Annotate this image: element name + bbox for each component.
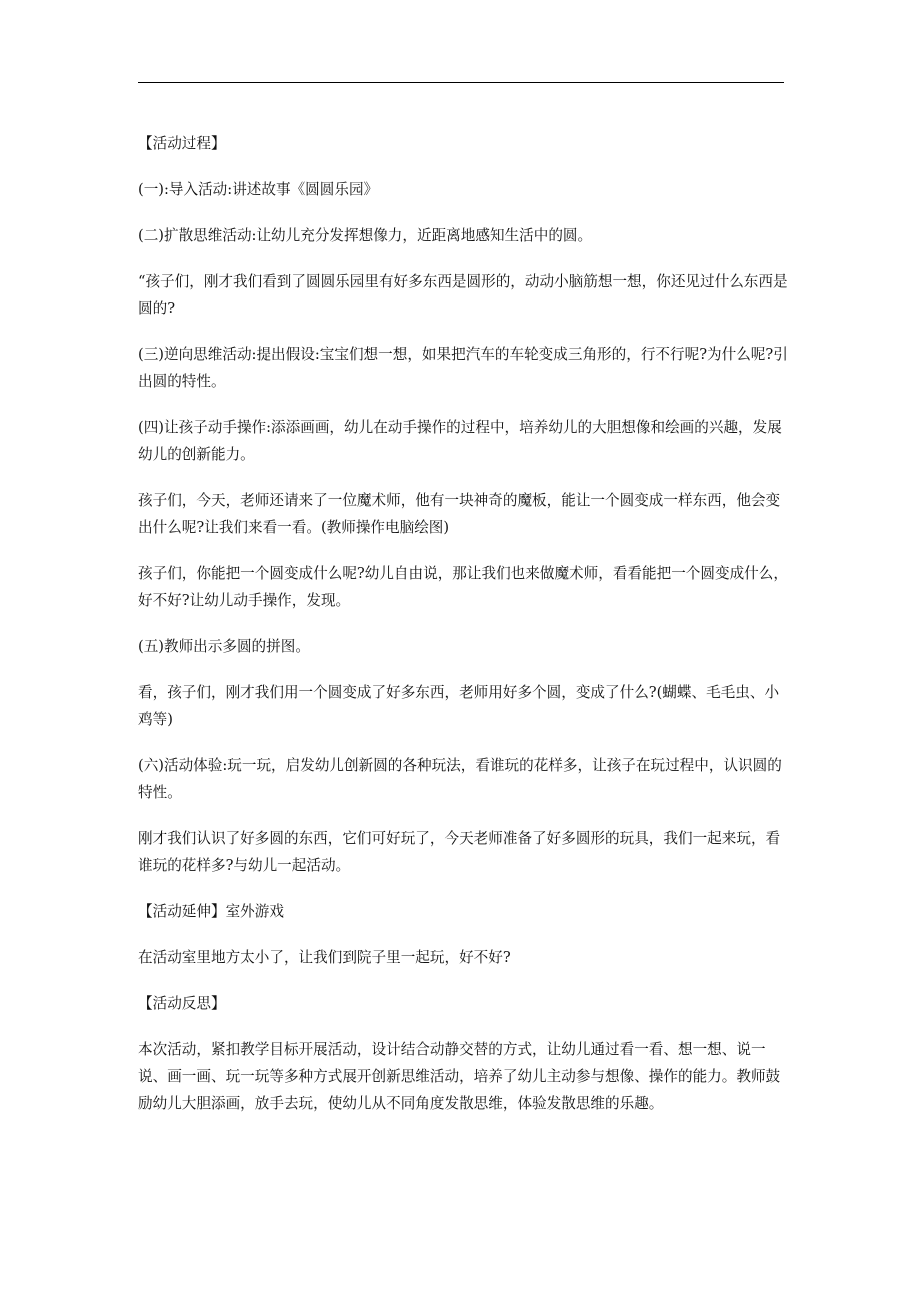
paragraph-reverse-thinking: (三)逆向思维活动:提出假设:宝宝们想一想，如果把汽车的车轮变成三角形的，行不行呢?为什么呢?引出圆的特性。 — [138, 346, 788, 390]
paragraph-magician: 孩子们，今天，老师还请来了一位魔术师，他有一块神奇的魔板，能让一个圆变成一样东西，他会变出什么呢?让我们来看一看。(教师操作电脑绘图) — [138, 492, 781, 536]
paragraph-hands-on: (四)让孩子动手操作:添添画画，幼儿在动手操作的过程中，培养幼儿的大胆想像和绘画的兴趣，发展幼儿的创新能力。 — [138, 419, 782, 463]
paragraph-free-talk: 孩子们，你能把一个圆变成什么呢?幼儿自由说，那让我们也来做魔术师，看看能把一个圆变成什么，好不好?让幼儿动手操作，发现。 — [138, 565, 788, 609]
paragraph-play-experience: (六)活动体验:玩一玩，启发幼儿创新圆的各种玩法，看谁玩的花样多，让孩子在玩过程中，认识圆的特性。 — [138, 757, 782, 801]
document-body — [138, 130, 788, 1136]
paragraph-outdoor: 在活动室里地方太小了，让我们到院子里一起玩，好不好? — [138, 949, 511, 966]
paragraph-intro-activity: (一):导入活动:讲述故事《圆圆乐园》 — [138, 181, 379, 198]
paragraph-teacher-question: “孩子们，刚才我们看到了圆圆乐园里有好多东西是圆形的，动动小脑筋想一想，你还见过什么东西是圆的? — [138, 273, 788, 317]
paragraph-many-circles: 看，孩子们，刚才我们用一个圆变成了好多东西，老师用好多个圆，变成了什么?(蝴蝶、毛毛虫、小鸡等) — [138, 684, 780, 728]
paragraph-divergent-thinking: (二)扩散思维活动:让幼儿充分发挥想像力，近距离地感知生活中的圆。 — [138, 227, 593, 244]
paragraph-puzzle: (五)教师出示多圆的拼图。 — [138, 638, 310, 655]
paragraph-round-toys: 刚才我们认识了好多圆的东西，它们可好玩了，今天老师准备了好多圆形的玩具，我们一起来玩，看谁玩的花样多?与幼儿一起活动。 — [138, 830, 781, 874]
paragraph-reflection: 本次活动，紧扣教学目标开展活动，设计结合动静交替的方式，让幼儿通过看一看、想一想、说一说、画一画、玩一玩等多种方式展开创新思维活动，培养了幼儿主动参与想像、操作的能力。教师鼓励幼儿大胆添画，放手去玩，使幼儿从不同角度发散思维，体验发散思维的乐趣。 — [138, 1041, 781, 1112]
section-heading-process: 【活动过程】 — [138, 135, 226, 152]
section-heading-reflection: 【活动反思】 — [138, 995, 226, 1012]
section-heading-extension: 【活动延伸】室外游戏 — [138, 903, 284, 920]
header-rule — [138, 82, 784, 83]
